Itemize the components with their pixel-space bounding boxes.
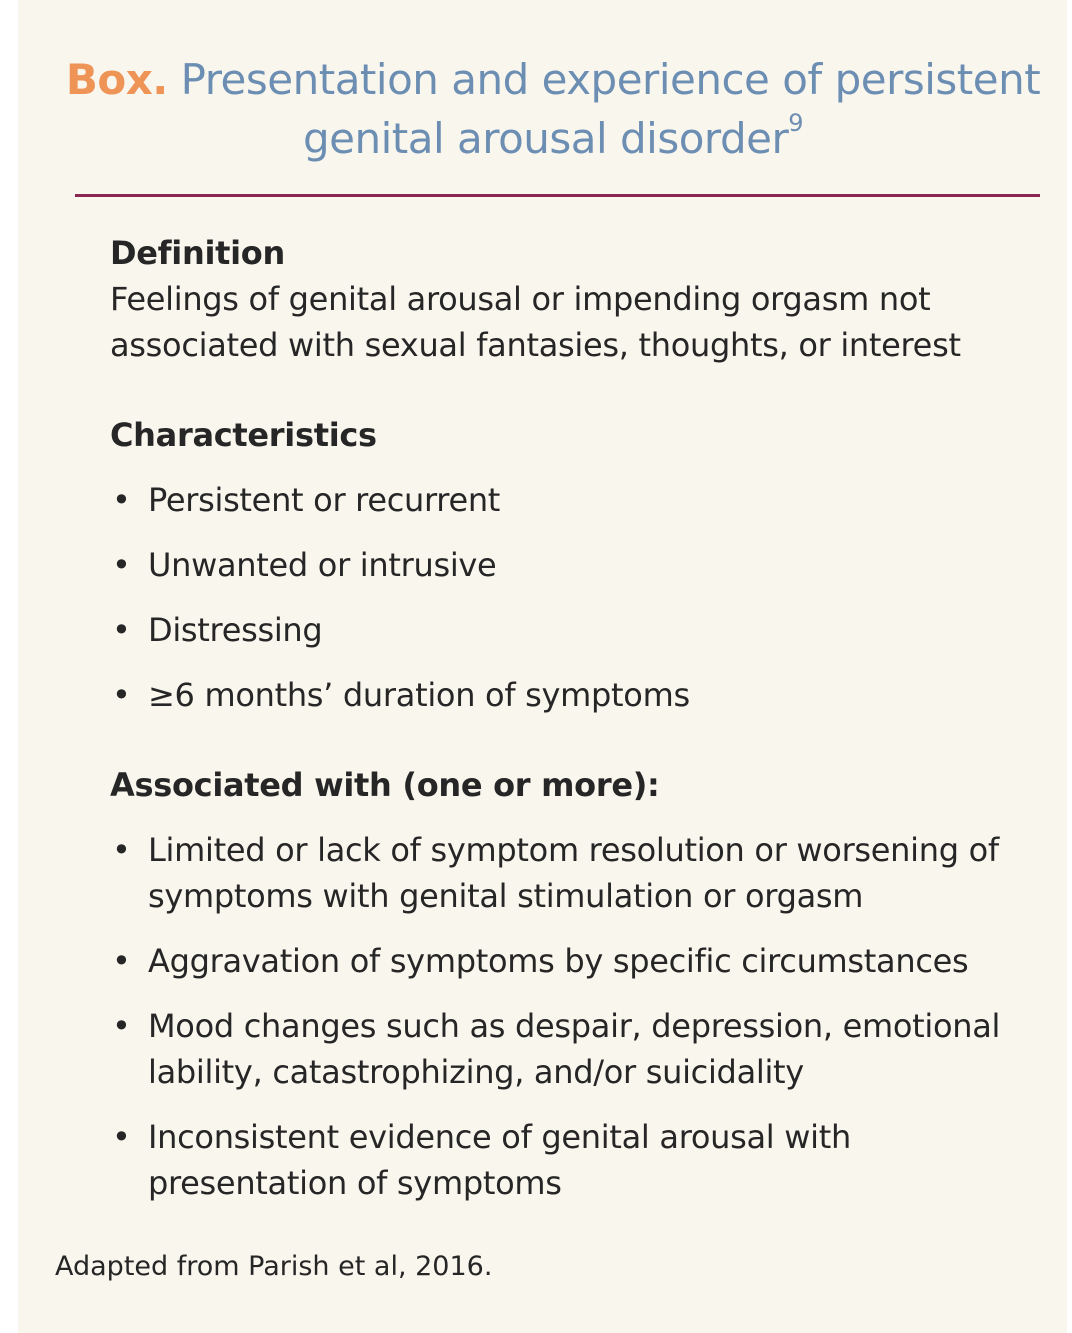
bullet-icon: • xyxy=(112,1007,131,1045)
associated-heading: Associated with (one or more): xyxy=(110,766,660,804)
list-item-text: Mood changes such as despair, depression, emotional lability, catastrophizing, and/or suicidality xyxy=(148,1007,1001,1091)
list-item xyxy=(110,938,1040,984)
bullet-icon: • xyxy=(112,831,131,869)
definition-heading: Definition xyxy=(110,234,285,272)
associated-list xyxy=(110,827,1040,1206)
list-item-text: Persistent or recurrent xyxy=(148,481,501,519)
list-item-text: Limited or lack of symptom resolution or worsening of symptoms with genital stimulation or orgasm xyxy=(148,831,999,915)
list-item xyxy=(110,827,1040,919)
definition-text: Feelings of genital arousal or impending orgasm not associated with sexual fantasies, thoughts, or interest xyxy=(110,280,961,364)
box-title: Presentation and experience of persistent genital arousal disorder xyxy=(180,55,1041,163)
list-item-text: Unwanted or intrusive xyxy=(148,546,497,584)
bullet-icon: • xyxy=(112,942,131,980)
list-item xyxy=(110,542,1040,588)
list-item-text: Aggravation of symptoms by specific circumstances xyxy=(148,942,969,980)
list-item xyxy=(110,1003,1040,1095)
list-item-text: ≥6 months’ duration of symptoms xyxy=(148,676,690,714)
bullet-icon: • xyxy=(112,1118,131,1156)
list-item-text: Distressing xyxy=(148,611,323,649)
list-item xyxy=(110,477,1040,523)
characteristics-list xyxy=(110,477,1040,718)
header-divider xyxy=(75,194,1040,197)
list-item xyxy=(110,672,1040,718)
list-item xyxy=(110,607,1040,653)
bullet-icon: • xyxy=(112,481,131,519)
list-item xyxy=(110,1114,1040,1206)
bullet-icon: • xyxy=(112,611,131,649)
bullet-icon: • xyxy=(112,676,131,714)
box-body xyxy=(110,230,1040,1206)
bullet-icon: • xyxy=(112,546,131,584)
box-label: Box. xyxy=(65,55,168,104)
list-item-text: Inconsistent evidence of genital arousal with presentation of symptoms xyxy=(148,1118,851,1202)
reference-superscript: 9 xyxy=(788,109,804,137)
box-panel xyxy=(18,0,1067,1333)
characteristics-heading: Characteristics xyxy=(110,416,377,454)
source-note: Adapted from Parish et al, 2016. xyxy=(55,1251,493,1282)
box-header xyxy=(58,50,1048,168)
